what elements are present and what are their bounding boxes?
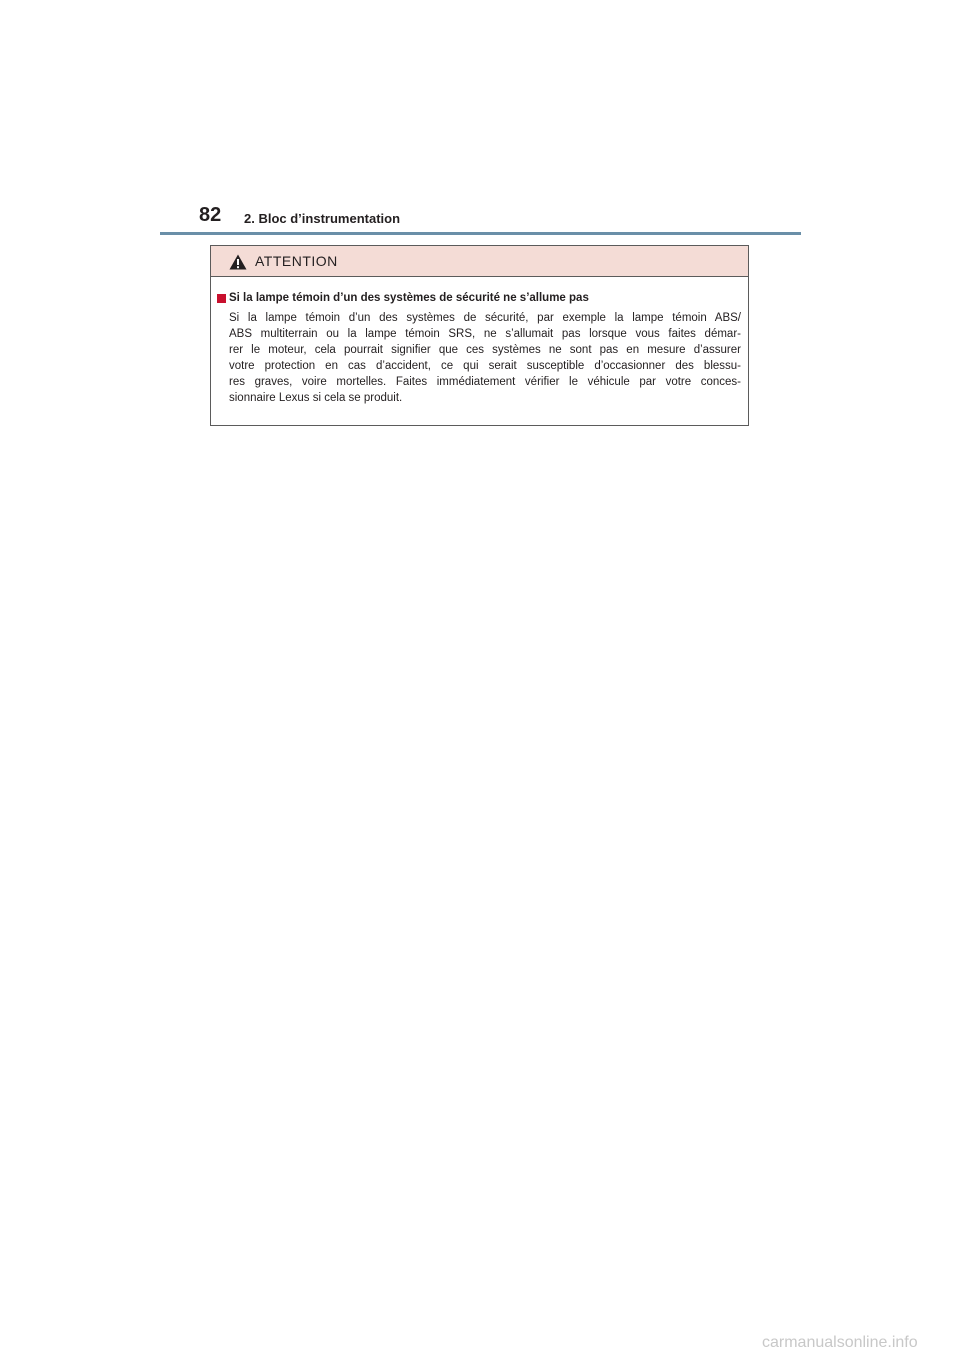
warning-item-heading: Si la lampe témoin d’un des systèmes de sécurité ne s’allume pas (229, 292, 589, 304)
warning-title: ATTENTION (255, 253, 338, 269)
section-title: 2. Bloc d’instrumentation (244, 211, 401, 226)
body-line: sionnaire Lexus si cela se produit. (229, 392, 403, 404)
body-line: Si la lampe témoin d’un des systèmes de sécurité, par exemple la lampe témoin ABS/ (229, 312, 741, 324)
bullet-square-icon (217, 294, 226, 303)
watermark: carmanualsonline.info (762, 1334, 918, 1351)
body-line: votre protection en cas d’accident, ce qui serait susceptible d’occasionner des blessu- (229, 360, 741, 372)
warning-item-body (229, 310, 741, 406)
body-line: rer le moteur, cela pourrait signifier que ces systèmes ne sont pas en mesure d’assurer (229, 344, 741, 356)
page-number: 82 (199, 204, 222, 226)
header-divider (160, 232, 801, 235)
body-line: ABS multiterrain ou la lampe témoin SRS, ne s’allumait pas lorsque vous faites démar- (229, 328, 741, 340)
warning-header (211, 246, 748, 277)
warning-triangle-icon (229, 254, 247, 270)
body-line: res graves, voire mortelles. Faites immédiatement vérifier le véhicule par votre conces- (229, 376, 741, 388)
warning-box (210, 245, 749, 426)
